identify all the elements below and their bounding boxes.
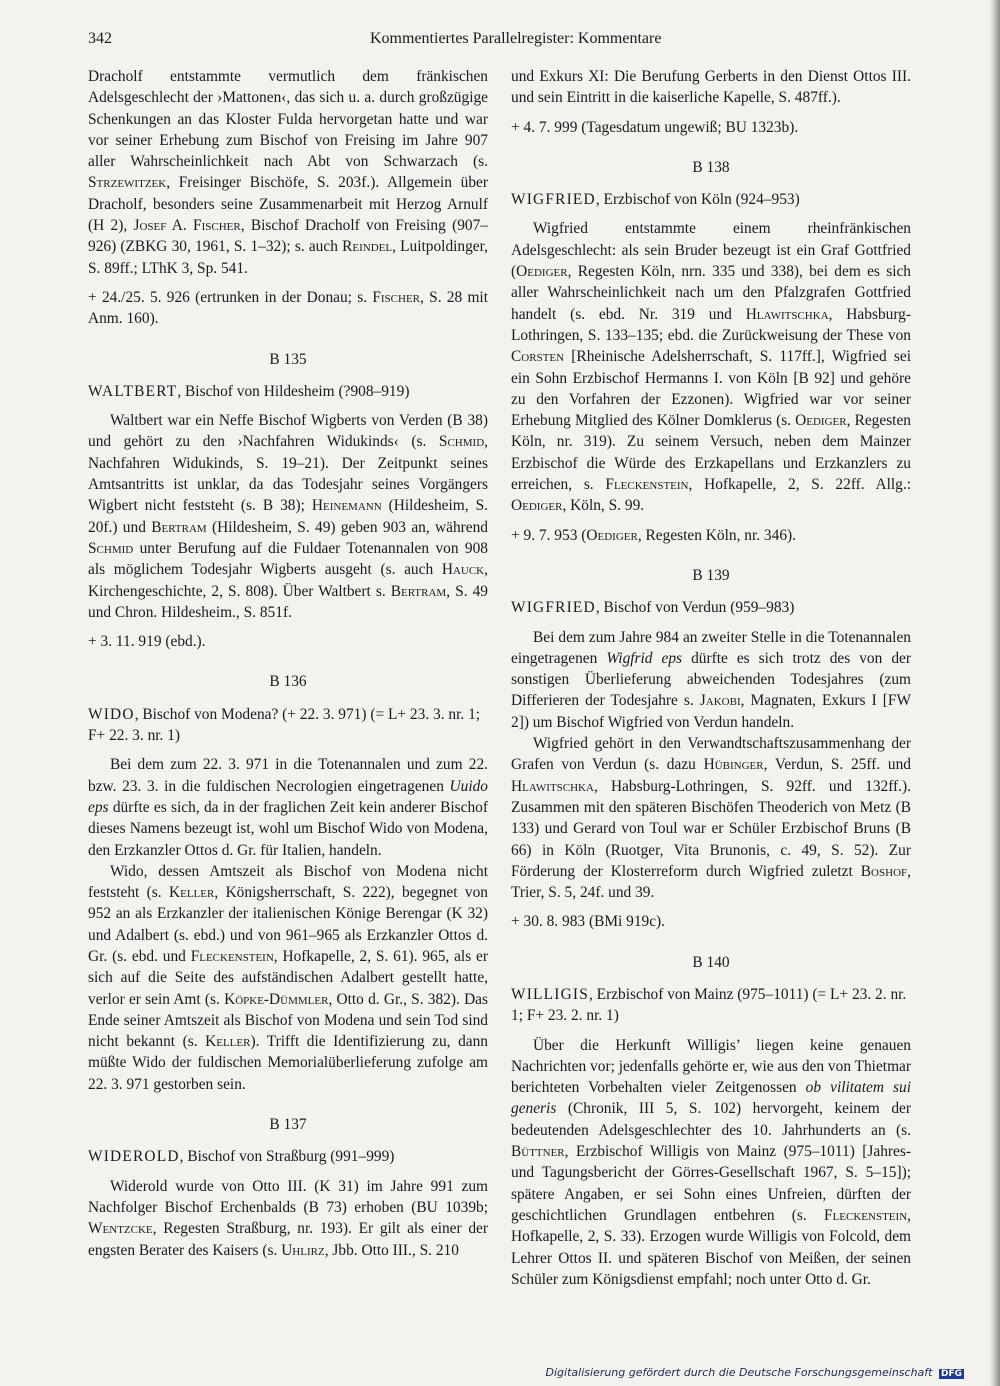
paragraph: Bei dem zum 22. 3. 971 in die Totenannalen und zum 22. bzw. 23. 3. in die fuldischen Necrologien eingetragenen Uuido eps dürfte es sich, da in der fraglichen Zeit kein anderer Bischof dieses Namens bezeugt ist, wohl um Bischof Wido von Modena, den Erzkanzler Ottos d. Gr. für Italien, handeln.	[88, 756, 488, 859]
paragraph: Widerold wurde von Otto III. (K 31) im Jahre 991 zum Nachfolger Bischof Erchenbalds (B 73) erhoben (BU 1039b; Wentzcke, Regesten Straßburg, nr. 193). Er gilt als einer der engsten Berater des Kaisers (s. Uhlirz, Jbb. Otto III., S. 210	[88, 1177, 488, 1259]
paragraph: Wigfried gehört in den Verwandtschaftszusammenhang der Grafen von Verdun (s. dazu Hübinger, Verdun, S. 25ff. und Hlawitschka, Habsburg-Lothringen, S. 92ff. und 132ff.). Zusammen mit den späteren Bischöfen Theoderich von Metz (B 133) und Gerard von Toul war er Schüler Erzbischof Bruns (B 66) in Köln (Ruotger, Vita Brunonis, c. 49, S. 52). Zur Förderung der Klosterreform durch Wigfried zuletzt Boshof, Trier, S. 5, 24f. und 39.	[511, 735, 911, 902]
paragraph: Über die Herkunft Willigis’ liegen keine genauen Nachrichten vor; jedenfalls gehörte er, wie aus den von Thietmar berichteten Vorbehalten vieler Zeitgenossen ob vilitatem sui generis (Chronik, III 5, S. 102) hervorgeht, keinem der bedeutenden Adelsgeschlechter des 10. Jahrhunderts an (s. Büttner, Erzbischof Willigis von Mainz (975–1011) [Jahres- und Tagungsbericht der Görres-Gesellschaft 1967, S. 5–15]); spätere Angaben, er sei Sohn eines Unfreien, dürften der geschichtlichen Grundlagen entbehren (s. Fleckenstein, Hofkapelle, 2, S. 33). Erzogen wurde Willigis von Folcold, dem Lehrer Ottos II. und späteren Bischof von Meißen, der seinen Schüler zum Königsdienst empfahl; noch unter Otto d. Gr.	[511, 1036, 911, 1288]
death-date: + 3. 11. 919 (ebd.).	[88, 633, 206, 651]
paragraph: Waltbert war ein Neffe Bischof Wigberts von Verden (B 38) und gehört zu den ›Nachfahren Widukinds‹ (s. Schmid, Nachfahren Widukinds, S. 19–21). Der Zeitpunkt seines Amtsantritts ist unklar, da das Todesjahr seines Vorgängers Wigbert nicht feststeht (s. B 38); Heinemann (Hildesheim, S. 20f.) und Bertram (Hildesheim, S. 49) geben 903 an, während Schmid unter Berufung auf die Fuldaer Totenannalen von 908 als möglichem Todesjahr Wigberts ausgeht (s. auch Hauck, Kirchengeschichte, 2, S. 808). Über Waltbert s. Bertram, S. 49 und Chron. Hildesheim., S. 851f.	[88, 412, 488, 621]
paragraph: und Exkurs XI: Die Berufung Gerberts in den Dienst Ottos III. und sein Eintritt in die kaiserliche Kapelle, S. 487ff.).	[511, 68, 911, 107]
paragraph: Wigfried entstammte einem rheinfränkischen Adelsgeschlecht: als sein Bruder bezeugt ist ein Graf Gottfried (Oediger, Regesten Köln, nrn. 335 und 338), bei dem es sich aller Wahrscheinlichkeit nach um den Pfalzgrafen Gottfried handelt (s. ebd. Nr. 319 und Hlawitschka, Habsburg-Lothringen, S. 133–135; ebd. die Zurückweisung der These von Corsten [Rheinische Adelsherrschaft, S. 117ff.], Wigfried sei ein Sohn Erzbischof Hermanns I. von Köln [B 92] und gehöre zu den Vorfahren der Ezzonen). Wigfried war vor seiner Erhebung Mitglied des Kölner Domklerus (s. Oediger, Regesten Köln, nr. 319). Zu seinem Versuch, neben dem Mainzer Erzbischof die Würde des Erzkapellans und Erzkanzlers zu erreichen, s. Fleckenstein, Hofkapelle, 2, S. 22ff. Allg.: Oediger, Köln, S. 99.	[511, 220, 912, 515]
entry-title: WIGFRIED, Erzbischof von Köln (924–953)	[511, 191, 800, 209]
entry-title: WIDO, Bischof von Modena? (+ 22. 3. 971) (= L+ 23. 3. nr. 1; F+ 22. 3. nr. 1)	[88, 705, 481, 745]
entry-number: B 140	[692, 953, 730, 971]
left-column	[88, 66, 488, 1261]
death-date: + 4. 7. 999 (Tagesdatum ungewiß; BU 1323b).	[511, 118, 799, 136]
page-edge-shadow	[990, 0, 1000, 1386]
entry-number: B 139	[692, 566, 730, 584]
entry-number: B 138	[692, 158, 730, 176]
entry-title: WILLIGIS, Erzbischof von Mainz (975–1011) (= L+ 23. 2. nr. 1; F+ 23. 2. nr. 1)	[511, 985, 907, 1025]
death-date: + 24./25. 5. 926 (ertrunken in der Donau; s. Fischer, S. 28 mit Anm. 160).	[88, 288, 488, 328]
entry-title: WIDEROLD, Bischof von Straßburg (991–999)	[88, 1148, 395, 1166]
paragraph: Wido, dessen Amtszeit als Bischof von Modena nicht feststeht (s. Keller, Königsherrschaft, S. 222), begegnet von 952 an als Erzkanzler der italienischen Könige Berengar (K 32) und Adalbert (s. ebd.) und von 961–965 als Erzkanzler Ottos d. Gr. (s. ebd. und Fleckenstein, Hofkapelle, 2, S. 61). 965, als er sich auf die Seite des aufständischen Adalbert gestellt hatte, verlor er sein Amt (s. Köpke-Dümmler, Otto d. Gr., S. 382). Das Ende seiner Amtszeit als Bischof von Modena und sein Tod sind nicht bekannt (s. Keller). Trifft die Identifizierung zu, dann müßte Wido der fuldischen Memorialüberlieferung zufolge am 22. 3. 971 gestorben sein.	[88, 862, 489, 1093]
right-column	[511, 66, 911, 1290]
entry-title: WIGFRIED, Bischof von Verdun (959–983)	[511, 599, 795, 617]
entry-number: B 136	[269, 673, 307, 691]
paragraph: Dracholf entstammte vermutlich dem fränkischen Adelsgeschlecht der ›Mattonen‹, das sich u. a. durch großzügige Schenkungen an das Kloster Fulda hervorgetan hatte und war vor seiner Erhebung zum Bischof von Freising im Jahre 907 aller Wahrscheinlichkeit nach Abt von Schwarzach (s. Strzewitzek, Freisinger Bischöfe, S. 203f.). Allgemein über Dracholf, besonders seine Zusammenarbeit mit Herzog Arnulf (H 2), Josef A. Fischer, Bischof Dracholf von Freising (907–926) (ZBKG 30, 1961, S. 1–32); s. auch Reindel, Luitpoldinger, S. 89ff.; LThK 3, Sp. 541.	[88, 68, 489, 277]
running-title: Kommentiertes Parallelregister: Kommentare	[370, 30, 662, 47]
death-date: + 9. 7. 953 (Oediger, Regesten Köln, nr. 346).	[511, 526, 796, 544]
death-date: + 30. 8. 983 (BMi 919c).	[511, 913, 666, 931]
paragraph: Bei dem zum Jahre 984 an zweiter Stelle in die Totenannalen eingetragenen Wigfrid eps dürfte es sich trotz des von der sonstigen Überlieferung abweichenden Todesjahres (zum Differieren der Todesjahre s. Jakobi, Magnaten, Exkurs I [FW 2]) um Bischof Wigfried von Verdun handeln.	[511, 628, 911, 731]
digitization-credit: Digitalisierung gefördert durch die Deutsche Forschungsgemeinschaft DFG	[545, 1366, 962, 1379]
entry-title: WALTBERT, Bischof von Hildesheim (?908–919)	[88, 382, 410, 400]
page-number: 342	[88, 30, 112, 47]
entry-number: B 135	[269, 350, 307, 368]
entry-number: B 137	[269, 1116, 307, 1134]
dfg-logo: DFG	[940, 1369, 962, 1379]
